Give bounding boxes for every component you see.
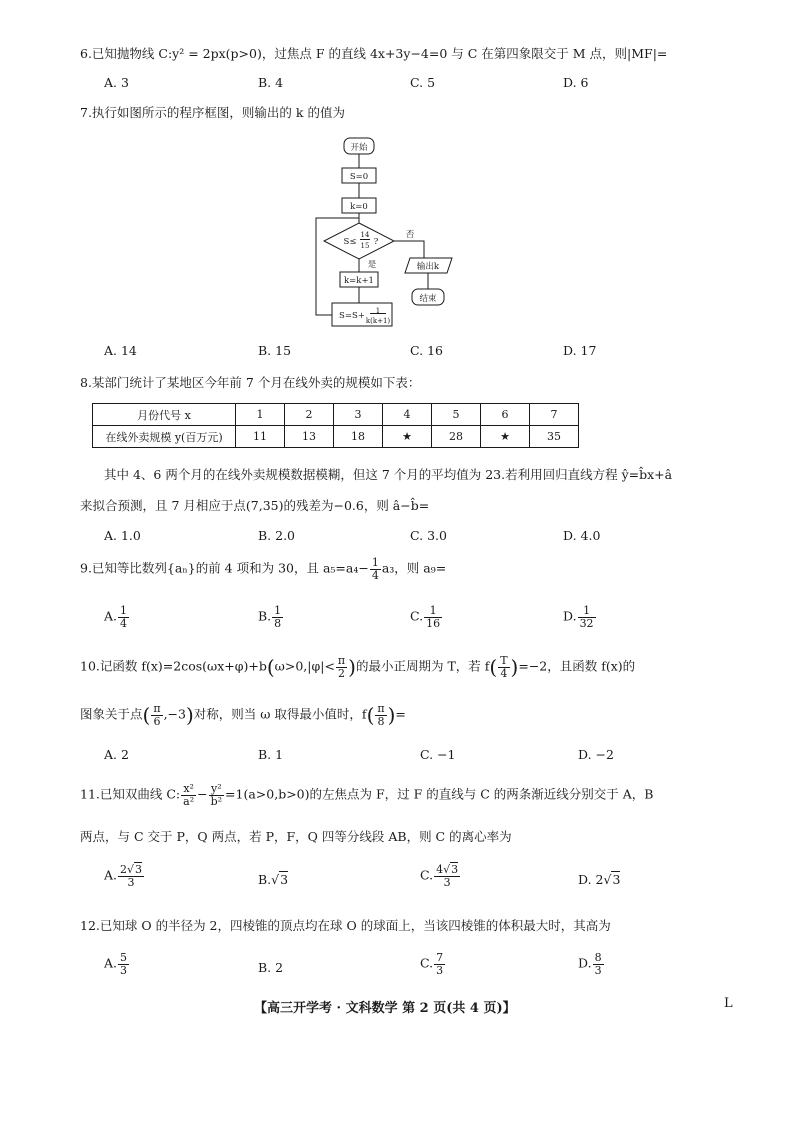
flow-yes-label: 是 [367, 260, 377, 270]
flow-inc-label: k=k+1 [344, 276, 374, 286]
frac-den: 3 [120, 963, 128, 977]
q6-option-d: D. 6 [563, 75, 589, 90]
q7-option-c: C. 16 [410, 343, 443, 358]
q9-option-label: D. [563, 608, 577, 624]
frac-num: π [377, 702, 385, 715]
q6-option-b: B. 4 [258, 75, 284, 90]
q11-part-b: =1(a>0,b>0)的左焦点为 F，过 F 的直线与 C 的两条渐近线分别交于 A，B [225, 786, 654, 802]
q11-stem-line-2: 两点，与 C 交于 P，Q 两点，若 P，F，Q 四等分线段 AB，则 C 的离心率为 [80, 829, 512, 844]
q8-text-line-1: 其中 4、6 两个月的在线外卖规模数据模糊，但这 7 个月的平均值为 23.若利用回归直线方程 ŷ=b̂x+â [104, 467, 673, 482]
frac-num: 1 [274, 604, 282, 617]
q7-stem: 7.执行如图所示的程序框图，则输出的 k 的值为 [80, 105, 345, 120]
q10-option-a: A. 2 [104, 747, 129, 762]
flow-output-label: 输出k [416, 262, 440, 272]
table-cell: 28 [432, 426, 481, 448]
q8-stem: 8.某部门统计了某地区今年前 7 个月在线外卖的规模如下表： [80, 375, 421, 390]
q11-option-c: C. $\frac{4√3}{3}$ [420, 863, 459, 889]
frac-num: π [153, 702, 161, 715]
flow-cond-num: 14 [360, 231, 370, 239]
table-cell: 13 [285, 426, 334, 448]
frac-den: 32 [579, 616, 594, 630]
q9-frac-num: 1 [371, 556, 379, 569]
q10-part-g: 对称，则当 ω 取得最小值时，f [193, 706, 367, 722]
flow-end-label: 结束 [419, 294, 437, 304]
q12-option-c [420, 952, 446, 976]
table-cell: 3 [334, 404, 383, 426]
q9-stem [80, 557, 446, 581]
frac-den: 8 [274, 616, 282, 630]
frac-num: 5 [120, 951, 128, 964]
q10-option-d: D. −2 [578, 747, 614, 762]
table-cell: 6 [481, 404, 530, 426]
q9-option-c [410, 605, 443, 629]
option-label: C. [420, 955, 434, 971]
table-cell: 35 [530, 426, 579, 448]
option-label: A. [104, 955, 118, 971]
q10-part-h: = [395, 706, 406, 722]
q10-option-b: B. 1 [258, 747, 284, 762]
corner-mark: L [724, 996, 733, 1011]
frac-num: π [337, 654, 346, 667]
frac-den: 3 [127, 875, 135, 889]
frac-num: 7 [436, 951, 444, 964]
option-label: C. [420, 867, 434, 883]
q10-part-a: 10.记函数 f(x)=2cos(ωx+φ)+b [80, 658, 267, 674]
table-cell: 2 [285, 404, 334, 426]
q9-option-b [258, 605, 284, 629]
q7-option-a: A. 14 [104, 343, 137, 358]
q8-data-table [92, 403, 579, 448]
q9-stem-part-b: a₃，则 a₉= [381, 560, 447, 576]
q8-option-b: B. 2.0 [258, 528, 296, 543]
q7-option-b: B. 15 [258, 343, 292, 358]
q9-stem-part-a: 9.已知等比数列{aₙ}的前 4 项和为 30，且 a₅=a₄− [80, 560, 369, 576]
frac-den: 3 [436, 963, 444, 977]
table-row [93, 404, 579, 426]
frac-den: 4 [500, 666, 508, 680]
coef: 4 [436, 863, 444, 876]
q12-option-b: B. 2 [258, 960, 284, 975]
q7-flowchart [300, 133, 460, 333]
frac-den: a² [183, 794, 195, 808]
table-row [93, 426, 579, 448]
q9-option-label: A. [104, 608, 118, 624]
table-row-label: 月份代号 x [93, 404, 236, 426]
table-row-label: 在线外卖规模 y(百万元) [93, 426, 236, 448]
q9-option-a [104, 605, 130, 629]
q11-option-b: B.√3 [258, 872, 289, 887]
q12-option-a [104, 952, 130, 976]
table-cell: 5 [432, 404, 481, 426]
frac-den: 2 [338, 666, 346, 680]
flow-condition-diamond [324, 223, 394, 259]
q10-stem-line-1: 10.记函数 f(x)=2cos(ωx+φ)+b(ω>0,|φ|< $\frac{\pi}{2}$ )的最小正周期为 T，若 f( $\frac{T}{4}$ )=−2，且函数 f(x)的 [80, 654, 636, 680]
q9-option-label: C. [410, 608, 424, 624]
frac-num: 1 [578, 605, 596, 618]
flow-no-label: 否 [405, 230, 415, 240]
frac-den: b² [210, 794, 223, 808]
table-cell: 7 [530, 404, 579, 426]
option-label: D. 2 [578, 872, 604, 887]
table-cell: ★ [481, 426, 530, 448]
q10-part-c: 的最小正周期为 T，若 f [355, 658, 490, 674]
q9-option-d [563, 605, 597, 629]
table-cell: 18 [334, 426, 383, 448]
q6-stem: 6.已知抛物线 C:y² = 2px(p>0)，过焦点 F 的直线 4x+3y−4=0 与 C 在第四象限交于 M 点，则|MF|= [80, 46, 668, 61]
flow-s0-label: S=0 [349, 172, 369, 182]
radicand: 3 [451, 863, 459, 876]
q12-stem: 12.已知球 O 的半径为 2，四棱锥的顶点均在球 O 的球面上，当该四棱锥的体积最大时，其高为 [80, 918, 611, 933]
frac-den: 6 [153, 714, 161, 728]
page-footer: 【高三开学考 · 文科数学 第 2 页(共 4 页)】 [254, 1001, 516, 1016]
option-label: D. [578, 955, 592, 971]
flow-upd-label: S=S+ [339, 311, 365, 321]
q10-part-f: ,−3 [163, 706, 186, 722]
q11-stem-line-1 [80, 783, 653, 807]
frac-den: 16 [426, 616, 441, 630]
q9-frac-den: 4 [371, 568, 379, 582]
table-cell: 4 [383, 404, 432, 426]
coef: 2 [120, 863, 128, 876]
option-label: A. [104, 867, 118, 883]
flow-upd-den: k(k+1) [365, 317, 391, 325]
q8-text-line-2: 来拟合预测，且 7 月相应于点(7,35)的残差为−0.6，则 â−b̂= [80, 498, 430, 513]
q11-option-a: A. $\frac{2√3}{3}$ [104, 863, 143, 889]
radicand: 3 [135, 863, 143, 876]
q6-option-a: A. 3 [104, 75, 129, 90]
frac-num: 1 [424, 605, 442, 618]
q11-minus: − [197, 786, 208, 802]
frac-num: 8 [594, 951, 602, 964]
q10-option-c: C. −1 [420, 747, 456, 762]
frac-num: x² [181, 783, 196, 796]
q12-option-d [578, 952, 605, 976]
q9-fraction [370, 557, 381, 581]
table-cell: ★ [383, 426, 432, 448]
q11-part-a: 11.已知双曲线 C: [80, 786, 181, 802]
flow-start-label: 开始 [350, 143, 368, 153]
q8-option-d: D. 4.0 [563, 528, 601, 543]
radicand: 3 [612, 872, 621, 887]
option-label: B. [258, 872, 272, 887]
flow-upd-num: 1 [375, 307, 381, 315]
table-cell: 11 [236, 426, 285, 448]
flow-cond-label: S≤ [343, 237, 357, 247]
flow-k0-label: k=0 [350, 202, 368, 212]
radicand: 3 [280, 872, 289, 887]
frac-den: 3 [594, 963, 602, 977]
q10-part-e: 图象关于点 [80, 706, 143, 722]
q7-option-d: D. 17 [563, 343, 597, 358]
q8-option-c: C. 3.0 [410, 528, 447, 543]
q11-option-d: D. 2√3 [578, 872, 621, 887]
q10-part-b: ω>0,|φ|< [274, 658, 335, 674]
frac-den: 3 [443, 875, 451, 889]
frac-num: y² [209, 783, 224, 796]
q9-option-label: B. [258, 608, 272, 624]
q6-option-c: C. 5 [410, 75, 436, 90]
frac-num: T [500, 654, 508, 667]
q10-stem-line-2: 图象关于点( $\frac{\pi}{6}$ ,−3)对称，则当 ω 取得最小值时，f( $\frac{\pi}{8}$ )= [80, 702, 406, 728]
q8-option-a: A. 1.0 [104, 528, 141, 543]
frac-num: 1 [120, 604, 128, 617]
frac-den: 8 [377, 714, 385, 728]
table-cell: 1 [236, 404, 285, 426]
flow-cond-den: 15 [360, 242, 370, 250]
q10-part-d: =−2，且函数 f(x)的 [518, 658, 636, 674]
flow-cond-q: ? [373, 237, 379, 247]
frac-den: 4 [120, 616, 128, 630]
